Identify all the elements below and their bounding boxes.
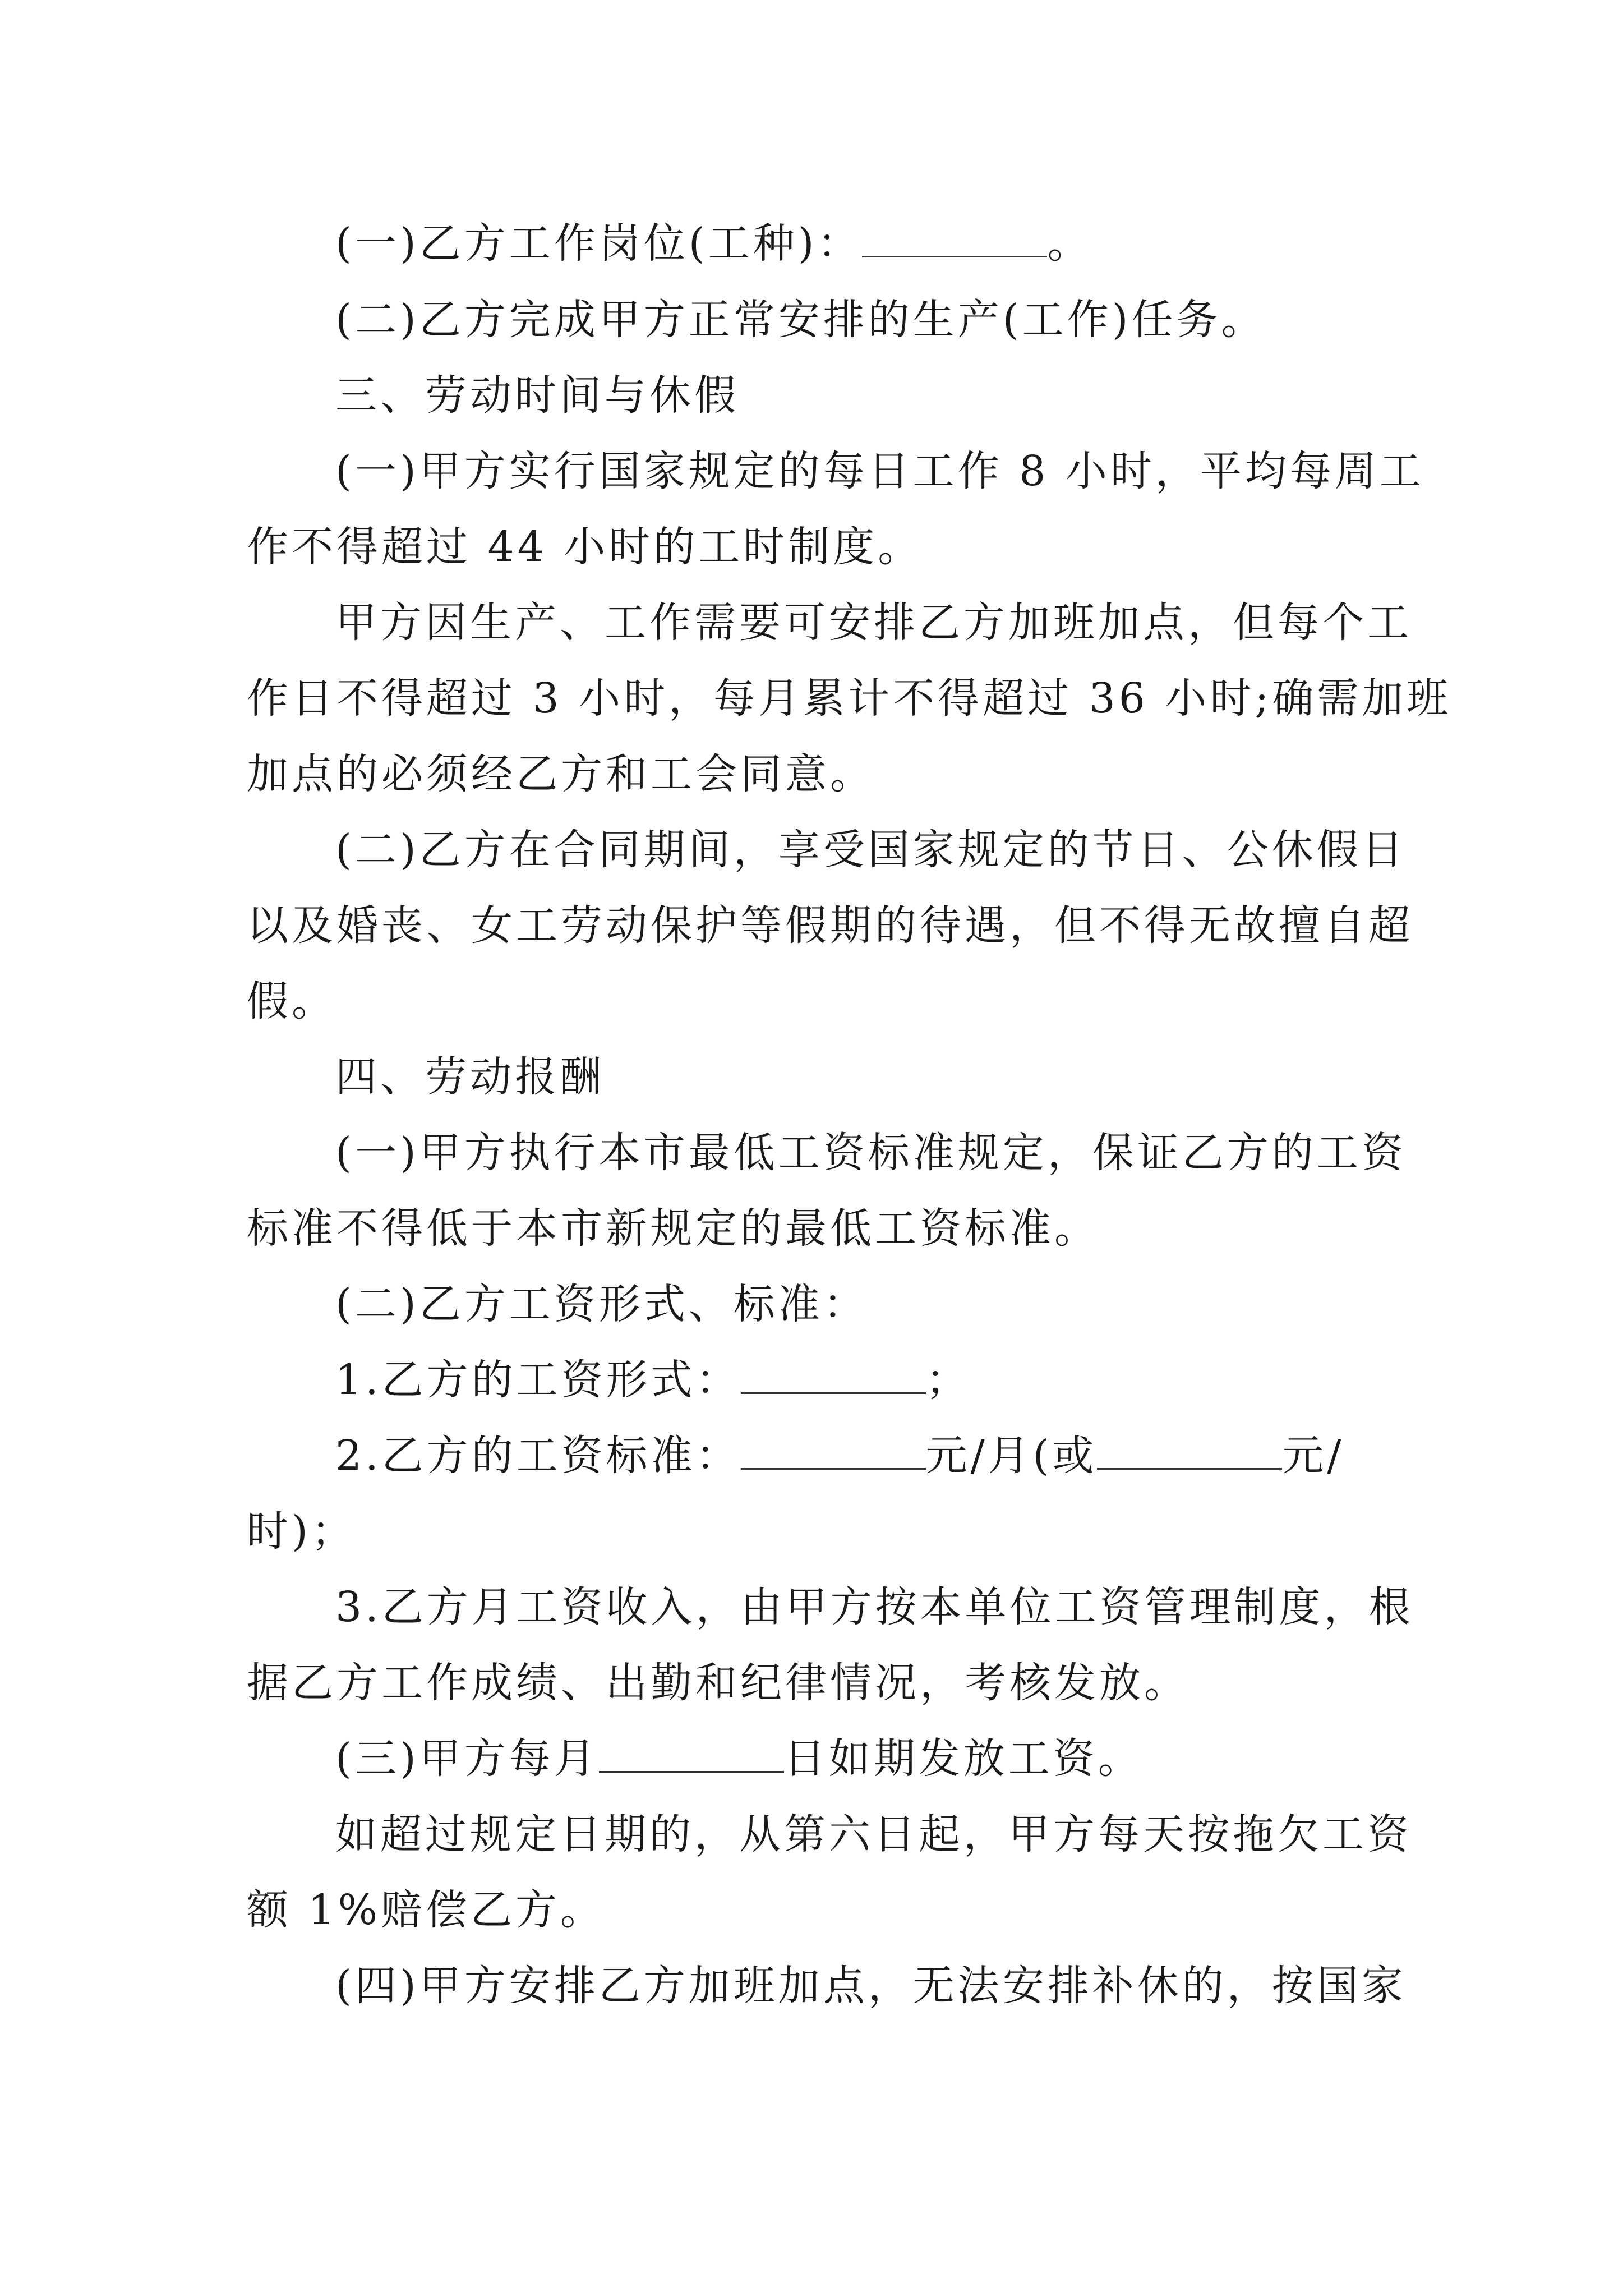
clause-3-1 <box>335 215 1092 272</box>
paragraph-line: 额 1%赔偿乙方。 <box>247 1886 605 1934</box>
paragraph-line: (二)乙方工资形式、标准： <box>335 1280 868 1328</box>
fill-in-blank[interactable] <box>599 1735 784 1773</box>
paragraph-line: 如超过规定日期的，从第六日起，甲方每天按拖欠工资 <box>335 1810 1412 1858</box>
fill-in-blank[interactable] <box>1097 1432 1282 1470</box>
paragraph-line: (一)甲方执行本市最低工资标准规定，保证乙方的工资 <box>335 1129 1407 1177</box>
text: (三)甲方每月 <box>335 1734 599 1783</box>
paragraph-line: 作不得超过 44 小时的工时制度。 <box>247 523 923 571</box>
paragraph-line: 加点的必须经乙方和工会同意。 <box>247 750 875 798</box>
text: ； <box>925 1356 971 1404</box>
paragraph-line: 据乙方工作成绩、出勤和纪律情况，考核发放。 <box>247 1659 1189 1707</box>
text: (一)乙方工作岗位(工种)： <box>335 219 863 268</box>
fill-in-blank[interactable] <box>862 220 1047 257</box>
paragraph-line: 标准不得低于本市新规定的最低工资标准。 <box>247 1204 1099 1253</box>
section-heading-3: 三、劳动时间与休假 <box>335 371 739 420</box>
section-heading-4: 四、劳动报酬 <box>335 1053 605 1101</box>
fill-in-blank[interactable] <box>741 1432 926 1470</box>
text: 1.乙方的工资形式： <box>335 1356 741 1404</box>
text: 元/月(或 <box>925 1432 1098 1480</box>
paragraph-line: 3.乙方月工资收入，由甲方按本单位工资管理制度，根 <box>335 1583 1414 1631</box>
paragraph-line: 甲方因生产、工作需要可安排乙方加班加点，但每个工 <box>335 599 1412 647</box>
paragraph-line: 以及婚丧、女工劳动保护等假期的待遇，但不得无故擅自超 <box>247 901 1413 950</box>
paragraph-line: 假。 <box>247 977 336 1025</box>
wage-form-line <box>335 1352 971 1408</box>
text: 日如期发放工资。 <box>783 1734 1143 1783</box>
paragraph-line: 时)； <box>247 1507 356 1556</box>
paragraph-line: 作日不得超过 3 小时，每月累计不得超过 36 小时;确需加班 <box>247 674 1452 723</box>
text: 元/ <box>1282 1432 1345 1480</box>
text: 。 <box>1047 219 1092 268</box>
paragraph-line: (二)乙方在合同期间，享受国家规定的节日、公休假日 <box>335 826 1407 874</box>
fill-in-blank[interactable] <box>741 1356 926 1394</box>
wage-standard-line <box>335 1428 1344 1484</box>
text: 2.乙方的工资标准： <box>335 1432 741 1480</box>
payday-line <box>335 1731 1143 1787</box>
paragraph-line: (四)甲方安排乙方加班加点，无法安排补休的，按国家 <box>335 1962 1407 2010</box>
clause-3-2: (二)乙方完成甲方正常安排的生产(工作)任务。 <box>335 296 1266 344</box>
paragraph-line: (一)甲方实行国家规定的每日工作 8 小时，平均每周工 <box>335 447 1424 495</box>
